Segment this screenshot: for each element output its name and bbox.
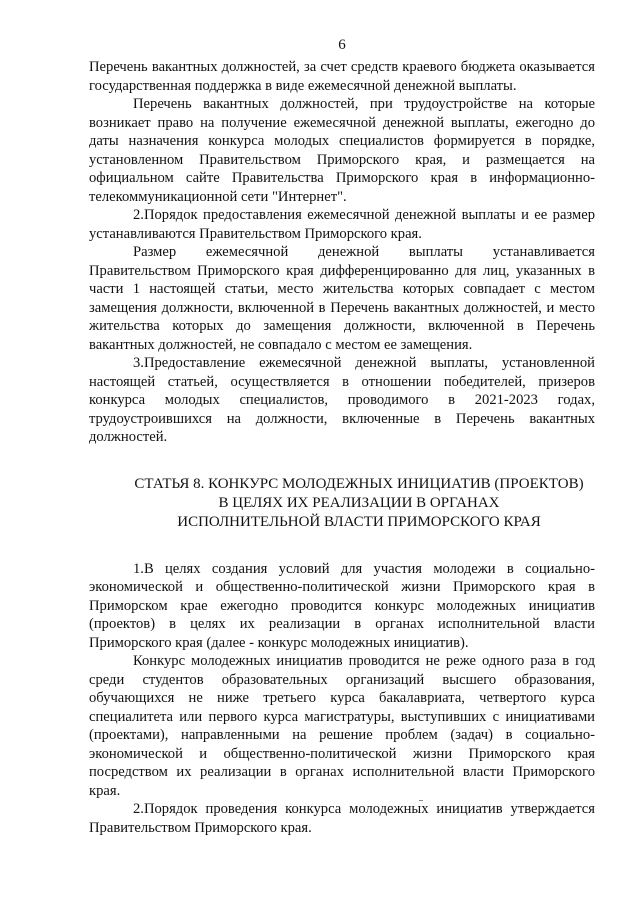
paragraph-contest-purpose: 1.В целях создания условий для участия молодежи в социально-экономической и общественно-политической жизни Приморского края в Приморском крае ежегодно проводится конкурс молодежных инициатив (проектов) в целях их реализации в органах исполнительной власти Приморского края (далее - конкурс молодежных инициатив). [89,560,595,651]
article-title-line-3: ИСПОЛНИТЕЛЬНОЙ ВЛАСТИ ПРИМОРСКОГО КРАЯ [177,513,541,530]
paragraph-contest-participants: Конкурс молодежных инициатив проводится не реже одного раза в год среди студентов образовательных организаций высшего образования, обучающихся не ниже третьего курса бакалавриата, четвертого курса специалитета или первого курса магистратуры, выступивших с инициативами (проектами), направленными на решение проблем (задач) в социально-экономической и общественно-политической жизни Приморского края посредством их реализации в органах исполнительной власти Приморского края. [89,653,595,799]
document-page [89,36,595,837]
paragraph-payment-procedure: 2.Порядок предоставления ежемесячной денежной выплаты и ее размер устанавливаются Правительством Приморского края. [89,207,595,242]
article-8-title [89,475,595,532]
paragraph-payment-amount: Размер ежемесячной денежной выплаты устанавливается Правительством Приморского края дифференцированно для лиц, указанных в части 1 настоящей статьи, место жительства которых совпадает с местом замещения должности, включенной в Перечень вакантных должностей, и место жительства которых до замещения должности, включенной в Перечень вакантных должностей, не совпадало с местом ее замещения. [89,244,595,353]
article-title-line-1: СТАТЬЯ 8. КОНКУРС МОЛОДЕЖНЫХ ИНИЦИАТИВ (ПРОЕКТОВ) [134,475,584,492]
paragraph-contest-procedure: 2.Порядок проведения конкурса молодежных инициатив утверждается Правительством Приморского края. [89,801,595,836]
paragraph-vacancies-list: Перечень вакантных должностей, при трудоустройстве на которые возникает право на получение ежемесячной денежной выплаты, ежегодно до даты назначения конкурса молодых специалистов формируется в порядке, установленном Правительством Приморского края, и размещается на официальном сайте Правительства Приморского края в информационно-телекоммуникационной сети "Интернет". [89,96,595,205]
paragraph-vacancies-support: Перечень вакантных должностей, за счет средств краевого бюджета оказывается государственная поддержка в виде ежемесячной денежной выплаты. [89,59,595,94]
scan-mark [419,800,423,801]
paragraph-payment-recipients: 3.Предоставление ежемесячной денежной выплаты, установленной настоящей статьей, осуществляется в отношении победителей, призеров конкурса молодых специалистов, проводимого в 2021-2023 годах, трудоустроившихся на должности, включенные в Перечень вакантных должностей. [89,355,595,445]
page-number: 6 [338,37,346,53]
article-title-line-2: В ЦЕЛЯХ ИХ РЕАЛИЗАЦИИ В ОРГАНАХ [218,494,500,511]
